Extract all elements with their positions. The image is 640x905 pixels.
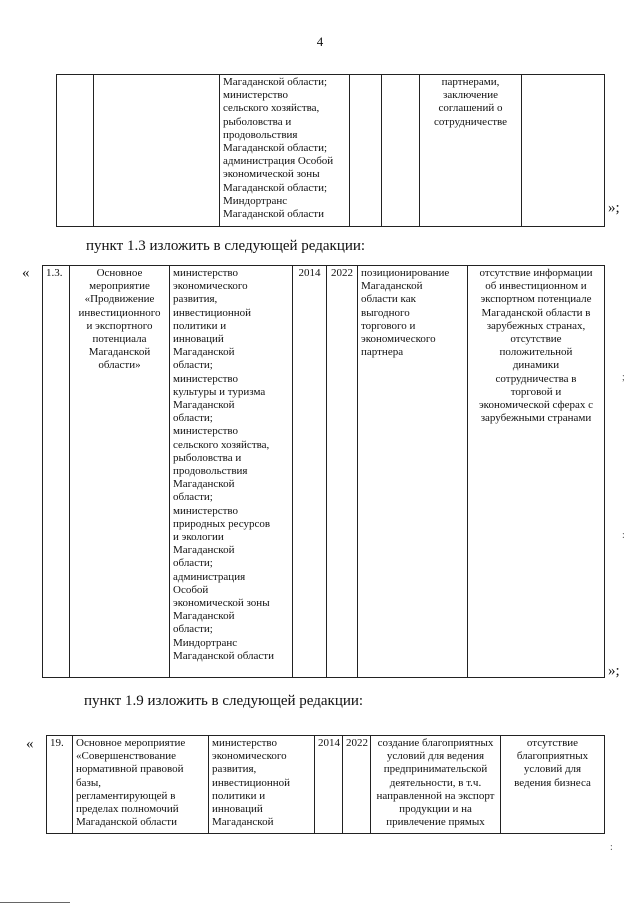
cell-empty-num: [57, 75, 94, 227]
table-continuation: [56, 74, 605, 227]
table-row-1-9: [46, 735, 605, 834]
cell-empty-name: [94, 75, 220, 227]
cell-1-3-end: 2022: [327, 266, 358, 678]
cell-empty-end: [382, 75, 420, 227]
closing-quote-2: »;: [608, 663, 620, 679]
cell-1-9-end: 2022: [343, 736, 371, 834]
paragraph-1-9: пункт 1.9 изложить в следующей редакции:: [84, 693, 364, 709]
open-quote-2: «: [26, 736, 34, 752]
footer-rule: [0, 902, 70, 903]
cell-result-cont: партнерами, заключение соглашений о сотрудничестве: [420, 75, 522, 227]
cell-1-3-start: 2014: [293, 266, 327, 678]
margin-mark-3: :: [610, 842, 613, 853]
cell-1-9-start: 2014: [315, 736, 343, 834]
cell-1-9-name: Основное мероприятие «Совершенствование нормативной правовой базы, регламентирующей в пределах полномочий Магаданской области: [73, 736, 209, 834]
cell-1-9-result: создание благоприятных условий для ведения предпринимательской деятельности, в т.ч. направленной на экспорт продукции и на привлечение прямых: [371, 736, 501, 834]
cell-executors-cont: Магаданской области; министерство сельского хозяйства, рыболовства и продовольствия Магаданской области; администрация Особой экономической зоны Магаданской области; Миндортранс Магаданской области: [220, 75, 350, 227]
open-quote-1: «: [22, 265, 30, 281]
cell-empty-consequence: [522, 75, 605, 227]
paragraph-1-3: пункт 1.3 изложить в следующей редакции:: [86, 238, 366, 254]
cell-1-9-num: 19.: [47, 736, 73, 834]
closing-quote-1: »;: [608, 200, 620, 216]
cell-1-3-num: 1.3.: [43, 266, 70, 678]
page-number: 4: [316, 34, 324, 49]
cell-1-3-executors: министерство экономического развития, инвестиционной политики и инноваций Магаданской области; министерство культуры и туризма Магаданской области; министерство сельского хозяйства, рыболовства и продовольствия Магаданской области; министерство природных ресурсов и экологии Магаданской области; администрация Особой экономической зоны Магаданской области; Миндортранс Магаданской области: [170, 266, 293, 678]
cell-1-3-name: Основное мероприятие «Продвижение инвестиционного и экспортного потенциала Магаданской области»: [70, 266, 170, 678]
cell-1-3-result: позиционирование Магаданской области как выгодного торгового и экономического партнера: [358, 266, 468, 678]
table-row-1-3: [42, 265, 605, 678]
cell-1-3-consequence: отсутствие информации об инвестиционном и экспортном потенциале Магаданской области в зарубежных странах, отсутствие положительной динамики сотрудничества в торговой и экономической сферах с зарубежными странами: [468, 266, 605, 678]
margin-mark-2: :: [622, 530, 625, 541]
margin-mark-1: ;: [622, 372, 625, 383]
cell-empty-start: [350, 75, 382, 227]
cell-1-9-executors: министерство экономического развития, инвестиционной политики и инноваций Магаданской: [209, 736, 315, 834]
cell-1-9-consequence: отсутствие благоприятных условий для ведения бизнеса: [501, 736, 605, 834]
